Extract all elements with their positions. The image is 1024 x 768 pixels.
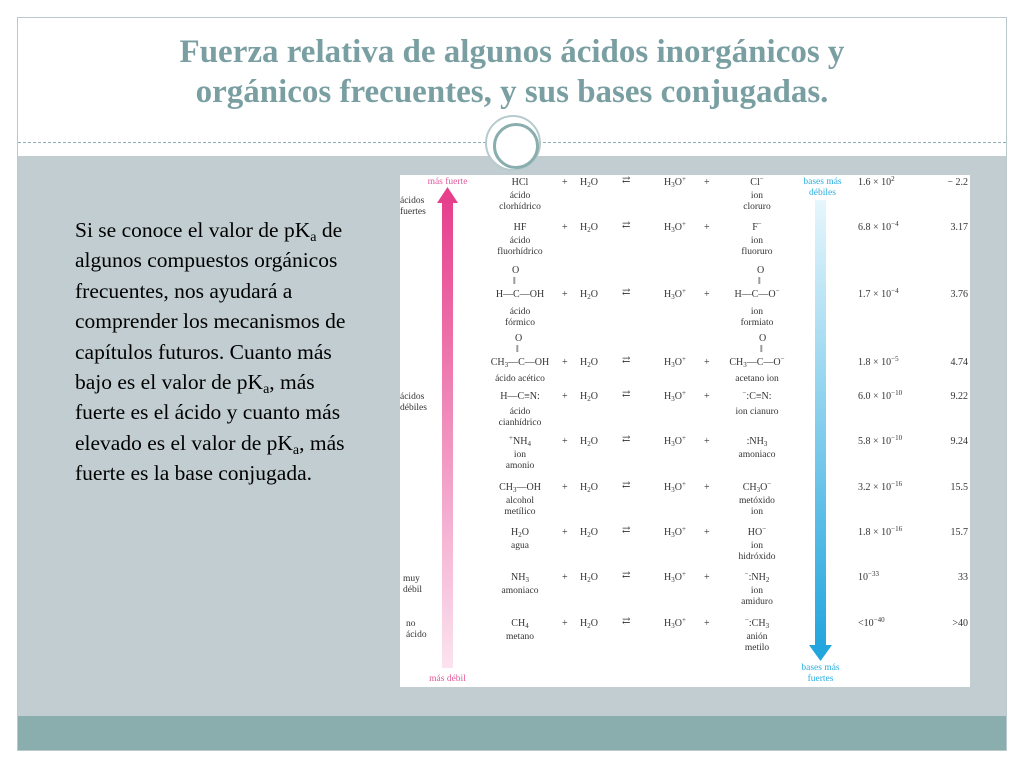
body-text-part-2: de algunos compuestos orgánicos frecuentes, nos ayudará a comprender los mecanismos de capítulos futuros. Cuanto más bajo es el valor de pK xyxy=(75,218,346,395)
pka-value: 4.74 xyxy=(950,357,968,368)
equilibrium-arrow-icon: ⇄ xyxy=(622,480,631,491)
base-name: amoniaco xyxy=(738,450,776,460)
strong-acid-caption: más fuerte xyxy=(427,177,468,187)
plus-sign: + xyxy=(704,177,710,188)
weak-acid-caption: más débil xyxy=(429,674,466,684)
hydronium-formula: $H_3O^+$ xyxy=(664,389,686,403)
acid-name: metano xyxy=(506,632,534,642)
water-formula: $H_2O$ xyxy=(580,357,598,369)
plus-sign: + xyxy=(704,289,710,300)
pka-value: 15.7 xyxy=(950,527,968,538)
acid-name: ácido cianhídrico xyxy=(498,407,542,428)
slide-title-line-2: orgánicos frecuentes, y sus bases conjugadas. xyxy=(195,74,829,110)
pka-value: − 2.2 xyxy=(947,177,968,188)
equilibrium-arrow-icon: ⇄ xyxy=(622,570,631,581)
base-name: ion fluoruro xyxy=(741,236,773,257)
plus-sign: + xyxy=(562,436,568,447)
base-formula: F− xyxy=(752,220,762,233)
body-text-part-1: Si se conoce el valor de pK xyxy=(75,218,311,242)
base-formula: H—C—O− xyxy=(734,287,780,300)
base-name: ion hidróxido xyxy=(738,541,776,562)
base-formula: −:C≡N: xyxy=(742,389,772,402)
hydronium-formula: $H_3O^+$ xyxy=(664,480,686,494)
body-text xyxy=(75,215,350,489)
water-formula: $H_2O$ xyxy=(580,436,598,448)
acid-name: agua xyxy=(511,541,529,551)
subscript-a: a xyxy=(292,442,300,458)
acid-formula: HF xyxy=(513,222,527,233)
water-formula: $H_2O$ xyxy=(580,572,598,584)
acid-formula: $NH_3$ xyxy=(511,572,529,584)
very-weak-label: muy débil xyxy=(403,574,422,595)
acid-formula: $^+NH_4$ xyxy=(509,434,531,448)
water-formula: $H_2O$ xyxy=(580,177,598,189)
acid-strength-table xyxy=(400,175,970,687)
footer-band xyxy=(18,716,1006,750)
subscript-a: a xyxy=(263,382,270,398)
hydronium-formula: $H_3O^+$ xyxy=(664,434,686,448)
equilibrium-arrow-icon: ⇄ xyxy=(622,616,631,627)
acid-formula: $CH_4$ xyxy=(511,618,529,630)
pka-value: 9.24 xyxy=(950,436,968,447)
carbonyl-oxygen: O xyxy=(757,265,765,276)
hydronium-formula: $H_3O^+$ xyxy=(664,355,686,369)
base-formula: $^-:NH_2$ xyxy=(744,570,770,584)
water-formula: $H_2O$ xyxy=(580,618,598,630)
base-name: anión metilo xyxy=(744,632,770,653)
carbonyl-oxygen: O xyxy=(512,265,520,276)
acid-formula: H—C≡N: xyxy=(500,391,540,402)
base-formula: $CH_3—C—O^-$ xyxy=(729,355,785,369)
ka-value: $10^{-33}$ xyxy=(858,570,879,583)
base-name: ion formiato xyxy=(740,307,774,328)
ka-value: $1.7 \times 10^{-4}$ xyxy=(858,287,899,300)
equilibrium-arrow-icon: ⇄ xyxy=(622,355,631,366)
acid-formula: HCl xyxy=(511,177,529,188)
acid-name: alcohol metílico xyxy=(504,496,536,517)
plus-sign: + xyxy=(704,572,710,583)
equilibrium-arrow-icon: ⇄ xyxy=(622,525,631,536)
plus-sign: + xyxy=(704,482,710,493)
base-name: ion amiduro xyxy=(741,586,773,607)
base-formula: HO− xyxy=(747,525,767,538)
equilibrium-arrow-icon: ⇄ xyxy=(622,434,631,445)
acid-formula: H—C—OH xyxy=(495,289,545,300)
plus-sign: + xyxy=(562,482,568,493)
base-name: metóxido ion xyxy=(739,496,775,517)
base-formula: $CH_3O^-$ xyxy=(742,480,772,494)
pka-value: 3.76 xyxy=(950,289,968,300)
plus-sign: + xyxy=(562,527,568,538)
carbonyl-oxygen: O xyxy=(759,333,767,344)
ka-value: $1.8 \times 10^{-16}$ xyxy=(858,525,903,538)
acid-name: amoniaco xyxy=(501,586,539,596)
plus-sign: + xyxy=(562,222,568,233)
hydronium-formula: $H_3O^+$ xyxy=(664,175,686,189)
hydronium-formula: $H_3O^+$ xyxy=(664,287,686,301)
plus-sign: + xyxy=(562,357,568,368)
plus-sign: + xyxy=(562,177,568,188)
plus-sign: + xyxy=(704,357,710,368)
strong-base-caption: bases más fuertes xyxy=(801,663,840,684)
subscript-a: a xyxy=(310,230,317,245)
base-formula: $:NH_3$ xyxy=(746,436,768,448)
base-name: ion cloruro xyxy=(743,191,771,212)
pka-value: 3.17 xyxy=(950,222,968,233)
ka-value: $1.6 \times 10^2$ xyxy=(858,175,895,188)
plus-sign: + xyxy=(704,436,710,447)
plus-sign: + xyxy=(704,527,710,538)
pka-value: >40 xyxy=(952,618,968,629)
acid-formula: $CH_3—OH$ xyxy=(499,482,541,494)
plus-sign: + xyxy=(562,618,568,629)
pka-value: 33 xyxy=(958,572,968,583)
strong-acids-label: ácidos fuertes xyxy=(400,196,426,217)
ka-value: $3.2 \times 10^{-16}$ xyxy=(858,480,903,493)
water-formula: $H_2O$ xyxy=(580,527,598,539)
double-bond-icon: ‖ xyxy=(513,276,516,287)
ka-value: $<10^{-40}$ xyxy=(858,616,885,629)
water-formula: $H_2O$ xyxy=(580,391,598,403)
acid-name: ácido fórmico xyxy=(504,307,536,328)
pka-value: 9.22 xyxy=(950,391,968,402)
plus-sign: + xyxy=(704,391,710,402)
acid-formula: $H_2O$ xyxy=(511,527,529,539)
circle-ornament-icon xyxy=(485,115,541,171)
plus-sign: + xyxy=(704,222,710,233)
hydronium-formula: $H_3O^+$ xyxy=(664,570,686,584)
carbonyl-oxygen: O xyxy=(515,333,523,344)
equilibrium-arrow-icon: ⇄ xyxy=(622,175,631,186)
acid-name: ácido acético xyxy=(495,374,545,384)
acid-name: ion amonio xyxy=(505,450,535,471)
water-formula: $H_2O$ xyxy=(580,222,598,234)
ka-value: $6.8 \times 10^{-4}$ xyxy=(858,220,899,233)
base-formula: Cl− xyxy=(750,175,764,188)
body-text-part-4: , más fuerte es la base conjugada. xyxy=(75,430,345,486)
double-bond-icon: ‖ xyxy=(758,276,761,287)
acid-name: ácido fluorhídrico xyxy=(497,236,543,257)
hydronium-formula: $H_3O^+$ xyxy=(664,525,686,539)
equilibrium-arrow-icon: ⇄ xyxy=(622,220,631,231)
pka-value: 15.5 xyxy=(950,482,968,493)
up-arrow-icon xyxy=(437,187,458,668)
acid-name: ácido clorhídrico xyxy=(499,191,541,212)
body-text-part-3: , más fuerte es el ácido y cuanto más elevado es el valor de pK xyxy=(75,370,341,455)
equilibrium-arrow-icon: ⇄ xyxy=(622,287,631,298)
plus-sign: + xyxy=(562,289,568,300)
base-name: ion cianuro xyxy=(735,407,779,417)
weak-base-caption: bases más débiles xyxy=(803,177,842,198)
down-arrow-icon xyxy=(809,200,832,661)
slide-title-line-1: Fuerza relativa de algunos ácidos inorgánicos y xyxy=(179,34,845,70)
plus-sign: + xyxy=(704,618,710,629)
weak-acids-label: ácidos débiles xyxy=(400,392,427,413)
hydronium-formula: $H_3O^+$ xyxy=(664,616,686,630)
no-acid-label: no ácido xyxy=(406,619,427,640)
ka-value: $5.8 \times 10^{-10}$ xyxy=(858,434,903,447)
equilibrium-arrow-icon: ⇄ xyxy=(622,389,631,400)
base-name: acetano ion xyxy=(735,374,779,384)
hydronium-formula: $H_3O^+$ xyxy=(664,220,686,234)
water-formula: $H_2O$ xyxy=(580,482,598,494)
water-formula: $H_2O$ xyxy=(580,289,598,301)
double-bond-icon: ‖ xyxy=(760,344,763,355)
ka-value: $1.8 \times 10^{-5}$ xyxy=(858,355,899,368)
base-formula: $^-:CH_3$ xyxy=(744,616,770,630)
ka-value: $6.0 \times 10^{-10}$ xyxy=(858,389,903,402)
acid-formula: $CH_3—C—OH$ xyxy=(490,357,550,369)
double-bond-icon: ‖ xyxy=(516,344,519,355)
plus-sign: + xyxy=(562,572,568,583)
plus-sign: + xyxy=(562,391,568,402)
